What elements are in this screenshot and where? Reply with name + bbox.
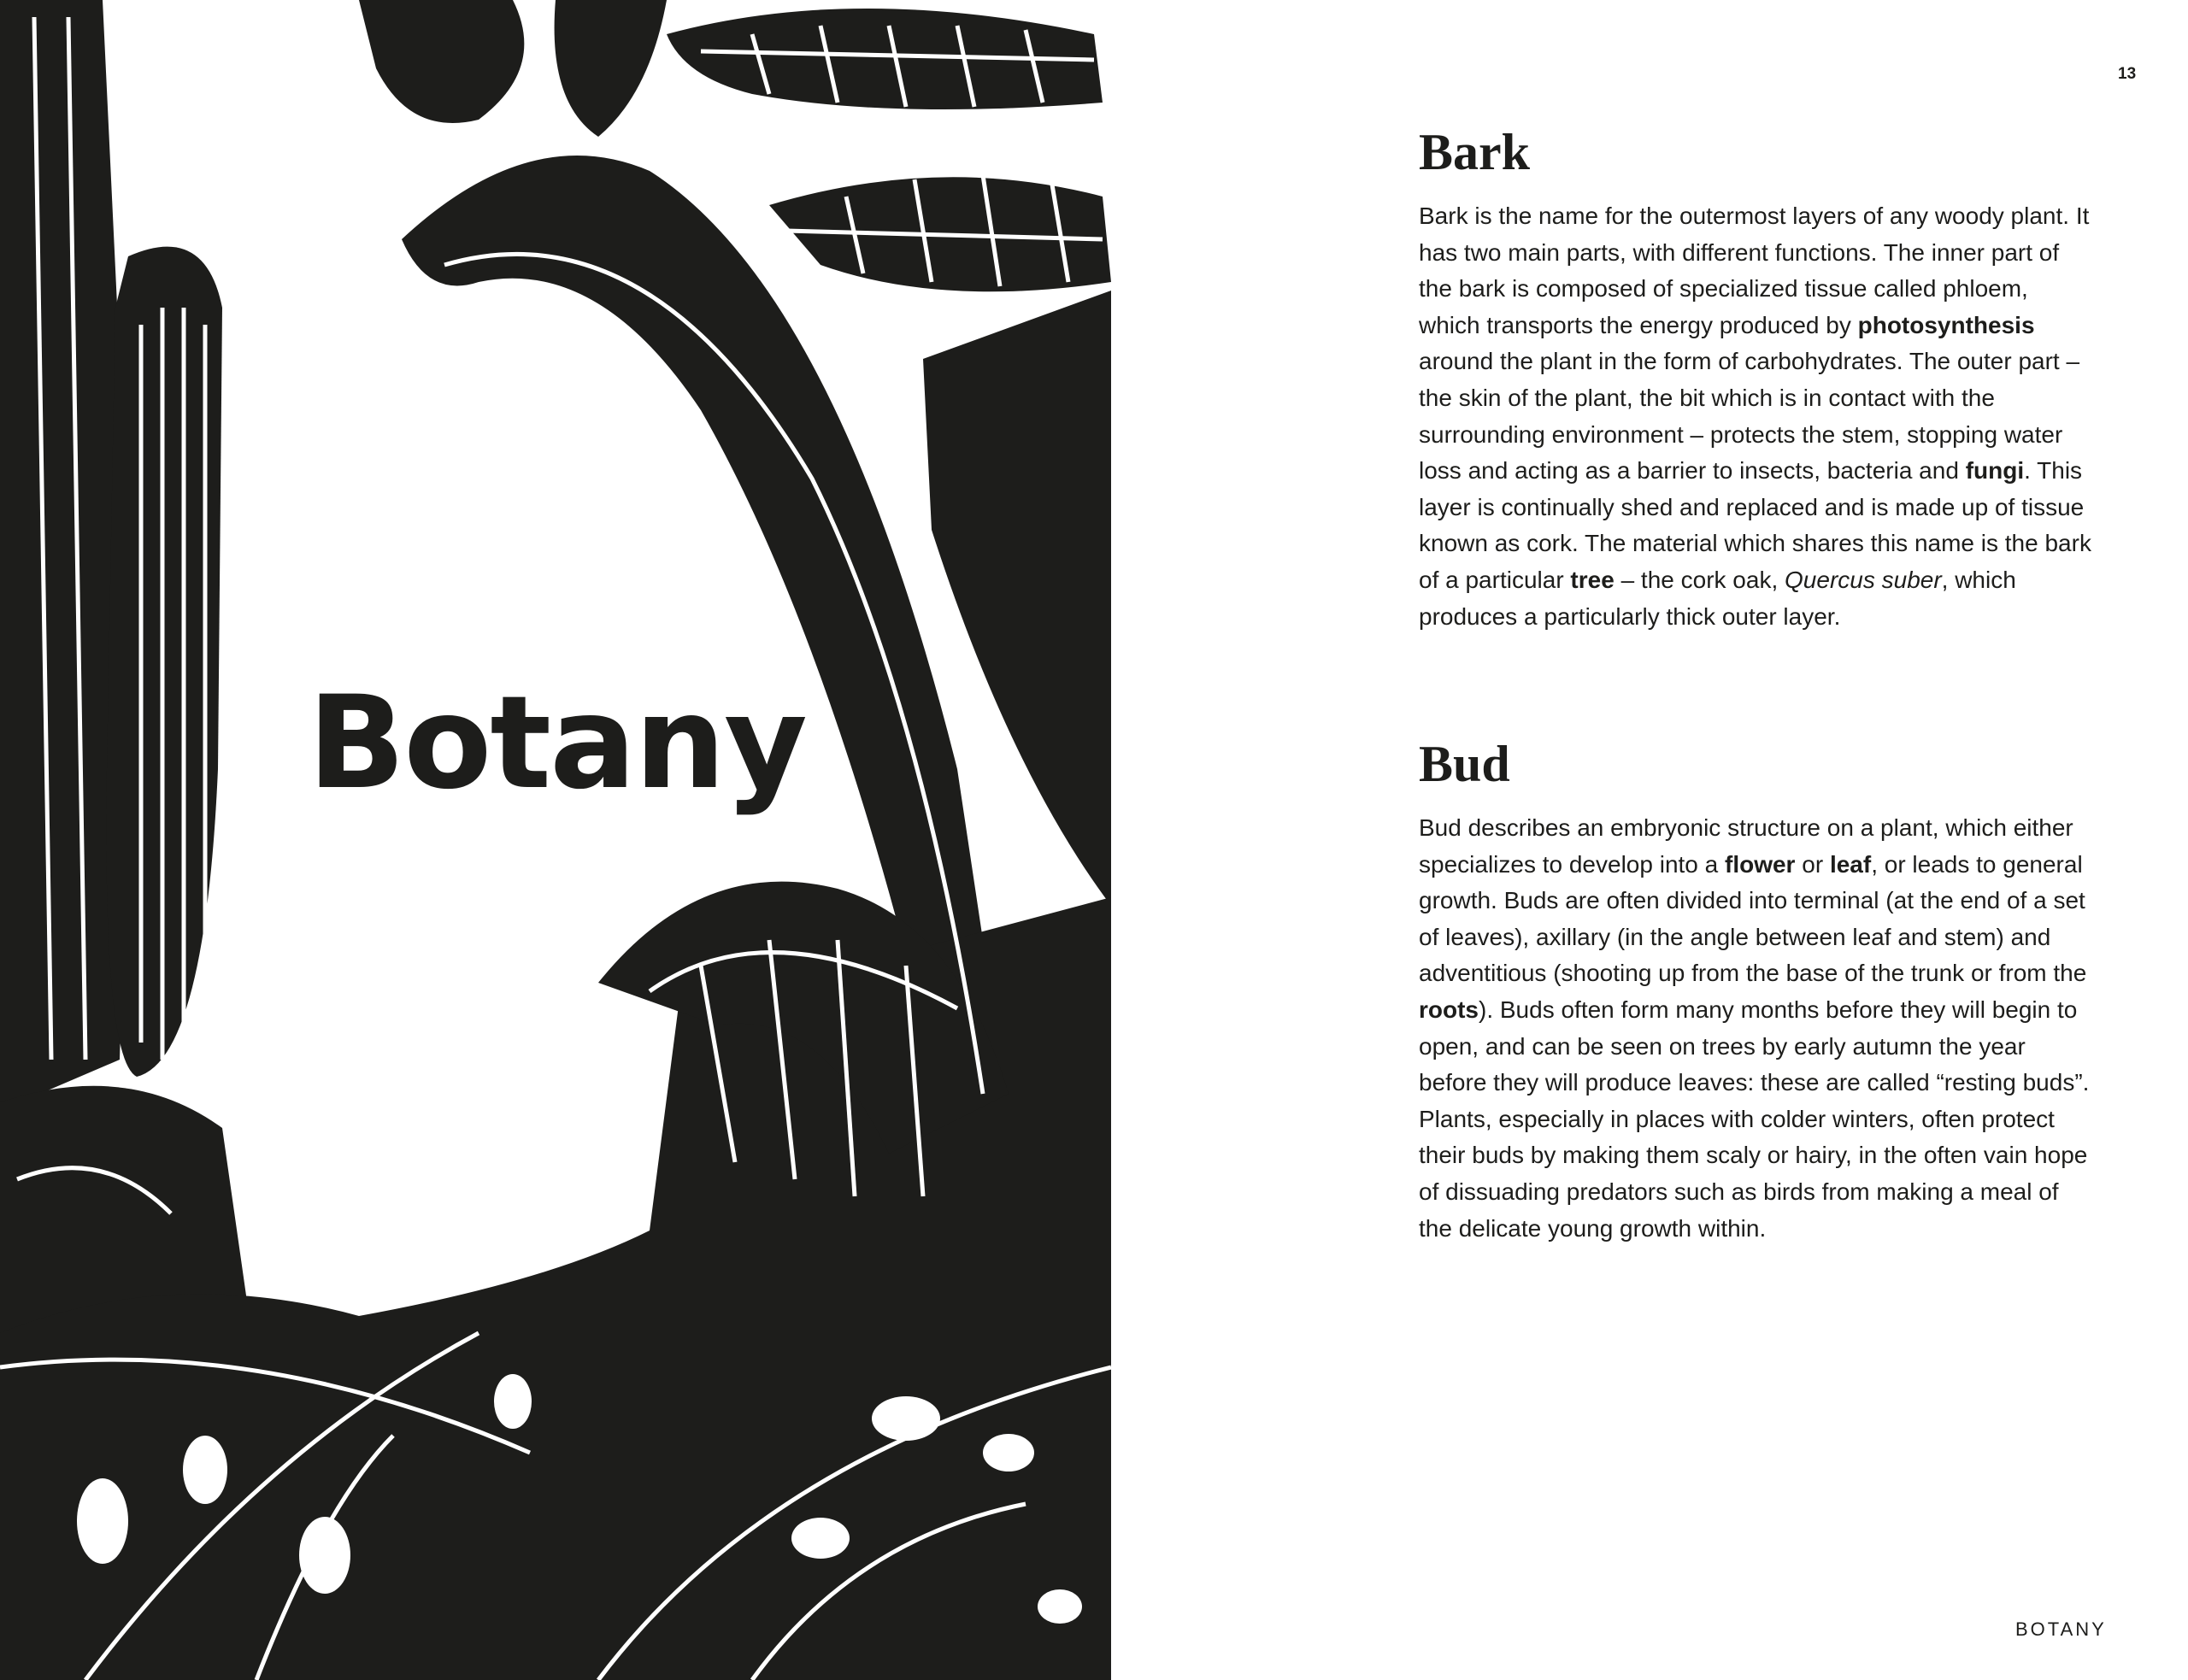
top-leaf-cluster (359, 0, 524, 123)
entry-title: Bark (1419, 124, 1531, 180)
entry-bark (1419, 126, 2094, 635)
page-number: 13 (2118, 65, 2137, 83)
entry-bud (1419, 738, 2094, 1247)
top-leaf-small (555, 0, 667, 137)
entry-title: Bud (1419, 736, 1510, 792)
entry-body: Bark is the name for the outermost layers of any woody plant. It has two main parts, with different functions. The inner part of the bark is composed of specialized tissue called phloem, which transports the energy produced by photosynthesis around the plant in the form of carbohydrates. The outer part – the skin of the plant, the bit which is in contact with the surrounding environment – protects the stem, stopping water loss and acting as a barrier to insects, bacteria and fungi. This layer is continually shed and replaced and is made up of tissue known as cork. The material which shares this name is the bark of a particular tree – the cork oak, Quercus suber, which produces a particularly thick outer layer. (1419, 203, 2091, 630)
entry-body: Bud describes an embryonic structure on a plant, which either specializes to develop into a flower or leaf, or leads to general growth. Buds are often divided into terminal (at the end of a set of leaves), axillary (in the angle between leaf and stem) and adventitious (shooting up from the base of the trunk or from the roots). Buds often form many months before they will begin to open, and can be seen on trees by early autumn the year before they will produce leaves: these are called “resting buds”. Plants, especially in places with colder winters, often protect their buds by making them scaly or hairy, in the often vain hope of dissuading predators such as birds from making a meal of the delicate young growth within. (1419, 814, 2090, 1242)
running-footer: BOTANY (2015, 1618, 2107, 1640)
section-title: Botany (308, 669, 806, 818)
